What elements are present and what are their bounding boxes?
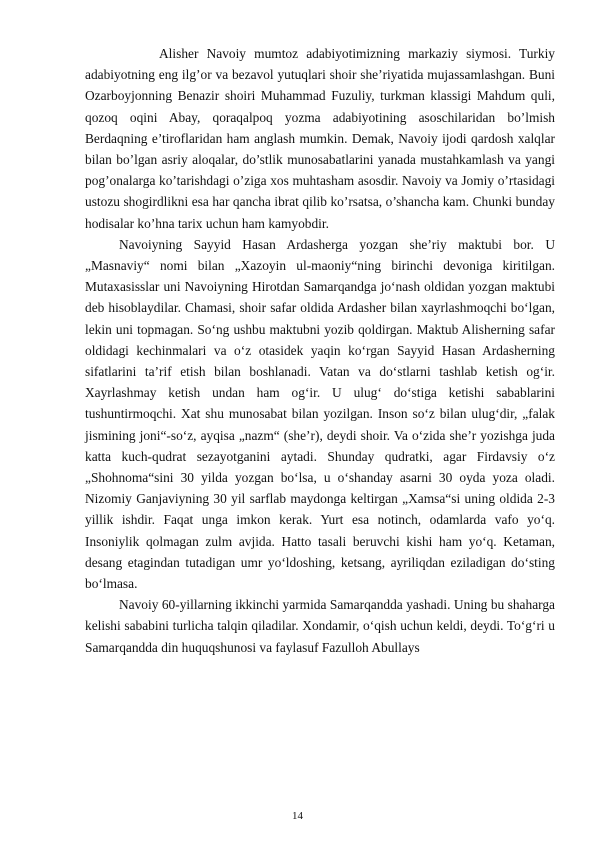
paragraph-1: Alisher Navoiy mumtoz adabiyotimizning markaziy siymosi. Turkiy adabiyotning eng ilg’or va bezavol yutuqlari shoir she’riyatida mujassamlashgan. Buni Ozarboyjonning Benazir shoiri Muhammad Fuzuliy, turkman klassigi Mahdum quli, qozoq oqini Abay, qoraqalpoq yozma adabiyotining asoschilaridan bo’lmish Berdaqning e’tiroflaridan ham anglash mumkin. Demak, Navoiy ijodi qardosh xalqlar bilan bo’lgan asriy aloqalar, do’stlik munosabatlarini yanada mustahkamlash va yangi pog’onalarga ko’tarishdagi o’ziga xos muhtasham asosdir. Navoiy va Jomiy o’rtasidagi ustozu shogirdlikni esa har qancha ibrat qilib ko’rsatsa, o’shancha kam. Chunki bunday hodisalar ko’hna tarix uchun ham kamyobdir. [85, 46, 555, 231]
paragraph-3: Navoiy 60-yillarning ikkinchi yarmida Samarqandda yashadi. Uning bu shaharga kelishi sababini turlicha talqin qiladilar. Xondamir, o‘qish uchun keldi, deydi. To‘g‘ri u Samarqandda din huquqshunosi va faylasuf Fazulloh Abullays [85, 597, 555, 655]
body-text [85, 43, 555, 658]
page-number: 14 [292, 810, 303, 822]
paragraph-2: Navoiyning Sayyid Hasan Ardasherga yozgan she’riy maktubi bor. U „Masnaviy“ nomi bilan „Xazoyin ul-maoniy“ning birinchi devoniga kiritilgan. Mutaxasisslar uni Navoiyning Hirotdan Samarqandga jo‘nash oldidan yozgan maktubi deb hisoblaydilar. Chamasi, shoir safar oldida Ardasher bilan xayrlashmoqchi bo‘lgan, lekin uni topmagan. So‘ng ushbu maktubni yozib qoldirgan. Maktub Alisherning safar oldidagi kechinmalari va o‘z otasidek yaqin ko‘rgan Sayyid Hasan Ardasherning sifatlarini ta’rif etish bilan boshlanadi. Vatan va do‘stlarni tashlab ketish og‘ir. Xayrlashmay ketish undan ham og‘ir. U ulug‘ do‘stiga ketishi sabablarini tushuntirmoqchi. Xat shu munosabat bilan yozilgan. Inson so‘z bilan ulug‘dir, „falak jismining joni“-so‘z, ayqisa „nazm“ (she’r), deydi shoir. Va o‘zida she’r yozishga juda katta kuch-qudrat sezayotganini aytadi. Shunday qudratki, agar Firdavsiy o‘z „Shohnoma“sini 30 yilda yozgan bo‘lsa, u o‘shanday asarni 30 oyda yoza oladi. Nizomiy Ganjaviyning 30 yil sarflab maydonga keltirgan „Xamsa“si uning oldida 2-3 yillik ishdir. Faqat unga imkon kerak. Yurt esa notinch, odamlarda vafo yo‘q. Insoniylik qolmagan zulm avjida. Hatto tasali beruvchi kishi ham yo‘q. Ketaman, desang etagindan tutadigan umr yo‘ldoshing, ketsang, ayriliqdan eziladigan do‘sting bo‘lmasa. [85, 236, 555, 592]
